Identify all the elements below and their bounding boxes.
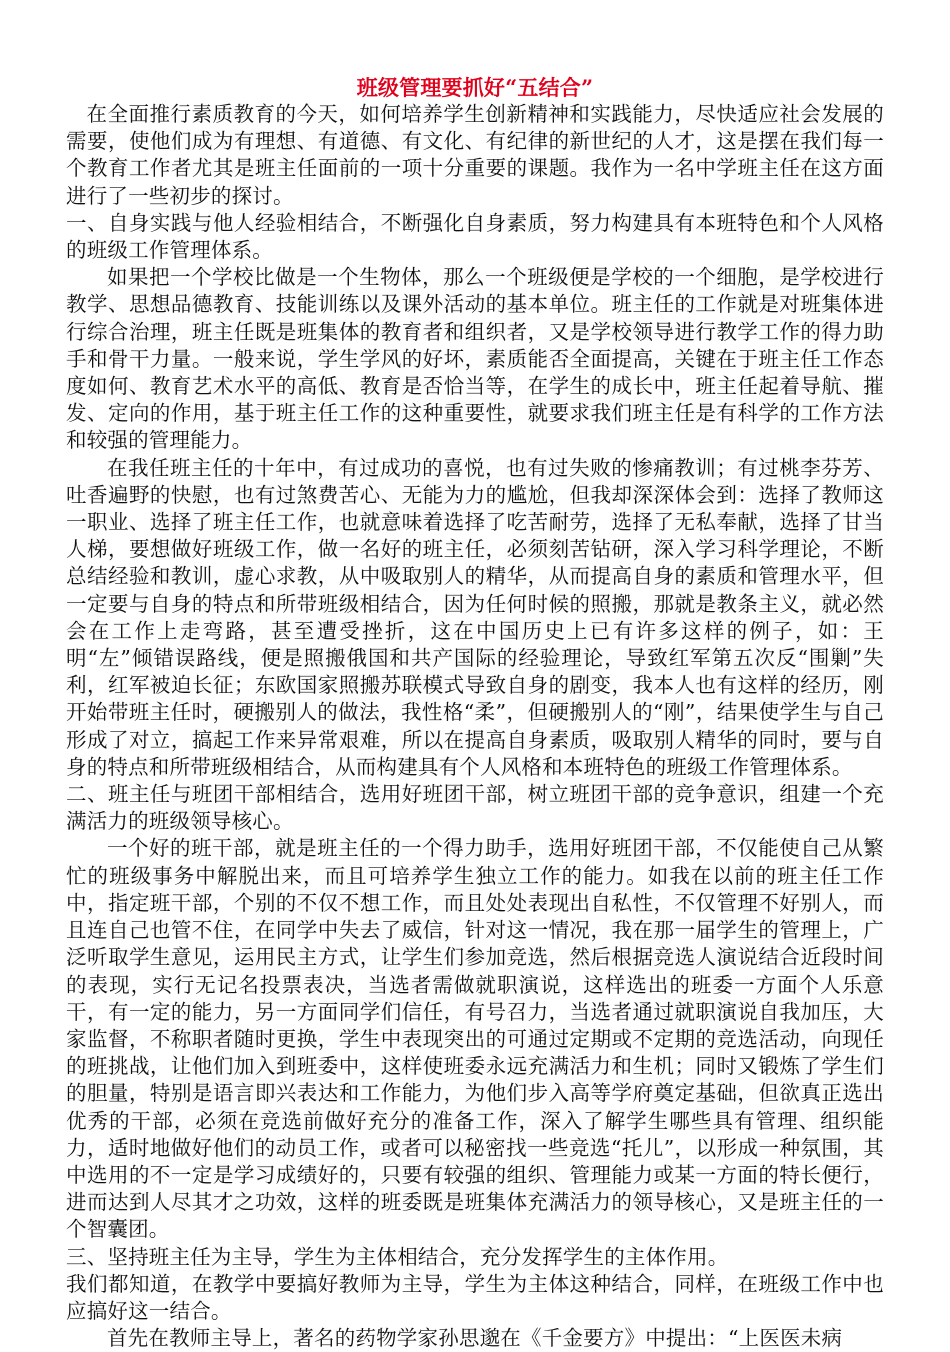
section-1-paragraph-2: 在我任班主任的十年中，有过成功的喜悦，也有过失败的惨痛教训；有过桃李芬芳、吐香遍野的快慰，也有过煞费苦心、无能为力的尴尬，但我却深深体会到：选择了教师这一职业、选择了班主任工作，也就意味着选择了吃苦耐劳，选择了无私奉献，选择了甘当人梯，要想做好班级工作，做一名好的班主任，必须刻苦钻研，深入学习科学理论，不断总结经验和教训，虚心求教，从中吸取别人的精华，从而提高自身的素质和管理水平，但一定要与自身的特点和所带班级相结合，因为任何时候的照搬，那就是教条主义，就必然会在工作上走弯路，甚至遭受挫折，这在中国历史上已有许多这样的例子，如：王明“左”倾错误路线，便是照搬俄国和共产国际的经验理论，导致红军第五次反“围剿”失利，红军被迫长征；东欧国家照搬苏联模式导致自身的剧变，我本人也有这样的经历，刚开始带班主任时，硬搬别人的做法，我性格“柔”，但硬搬别人的“刚”，结果使学生与自己形成了对立，搞起工作来异常艰难，所以在提高自身素质，吸取别人精华的同时，要与自身的特点和所带班级相结合，从而构建具有个人风格和本班特色的班级工作管理体系。 bbox=[66, 455, 884, 779]
section-3-paragraph-2: 首先在教师主导上，著名的药物学家孙思邈在《千金要方》中提出：“上医医未病 bbox=[107, 1326, 843, 1351]
document-title: 班级管理要抓好“五结合” bbox=[356, 75, 594, 100]
document-body bbox=[66, 74, 884, 1352]
section-3-paragraph-1: 我们都知道，在教学中要搞好教师为主导，学生为主体这种结合，同样，在班级工作中也应搞好这一结合。 bbox=[66, 1271, 884, 1323]
section-2-paragraph-1: 一个好的班干部，就是班主任的一个得力助手，选用好班团干部，不仅能使自己从繁忙的班级事务中解脱出来，而且可培养学生独立工作的能力。如我在以前的班主任工作中，指定班干部，个别的不仅不想工作，而且处处表现出自私性，不仅管理不好别人，而且连自己也管不住，在同学中失去了威信，针对这一情况，我在那一届学生的管理上，广泛听取学生意见，运用民主方式，让学生们参加竞选，然后根据竞选人演说结合近段时间的表现，实行无记名投票表决，当选者需做就职演说，这样选出的班委一方面个人乐意干，有一定的能力，另一方面同学们信任，有号召力，当选者通过就职演说自我加压，大家监督，不称职者随时更换，学生中表现突出的可通过定期或不定期的竞选活动，向现任的班挑战，让他们加入到班委中，这样使班委永远充满活力和生机；同时又锻炼了学生们的胆量，特别是语言即兴表达和工作能力，为他们步入高等学府奠定基础，但欲真正选出优秀的干部，必须在竞选前做好充分的准备工作，深入了解学生哪些具有管理、组织能力，适时地做好他们的动员工作，或者可以秘密找一些竞选“托儿”，以形成一种氛围，其中选用的不一定是学习成绩好的，只要有较强的组织、管理能力或某一方面的特长便行，进而达到人尽其才之功效，这样的班委既是班集体充满活力的领导核心，又是班主任的一个智囊团。 bbox=[66, 836, 884, 1242]
section-1-paragraph-1: 如果把一个学校比做是一个生物体，那么一个班级便是学校的一个细胞，是学校进行教学、思想品德教育、技能训练以及课外活动的基本单位。班主任的工作就是对班集体进行综合治理，班主任既是班集体的教育者和组织者，又是学校领导进行教学工作的得力助手和骨干力量。一般来说，学生学风的好坏，素质能否全面提高，关键在于班主任工作态度如何、教育艺术水平的高低、教育是否恰当等，在学生的成长中，班主任起着导航、摧发、定向的作用，基于班主任工作的这种重要性，就要求我们班主任是有科学的工作方法和较强的管理能力。 bbox=[66, 265, 884, 453]
section-2-heading: 二、班主任与班团干部相结合，选用好班团干部，树立班团干部的竞争意识，组建一个充满活力的班级领导核心。 bbox=[66, 782, 884, 834]
intro-paragraph: 在全面推行素质教育的今天，如何培养学生创新精神和实践能力，尽快适应社会发展的需要，使他们成为有理想、有道德、有文化、有纪律的新世纪的人才，这是摆在我们每一个教育工作者尤其是班主任面前的一项十分重要的课题。我作为一名中学班主任在这方面进行了一些初步的探讨。 bbox=[66, 102, 884, 208]
section-1-heading: 一、自身实践与他人经验相结合，不断强化自身素质，努力构建具有本班特色和个人风格的班级工作管理体系。 bbox=[66, 210, 884, 263]
section-3-heading: 三、坚持班主任为主导，学生为主体相结合，充分发挥学生的主体作用。 bbox=[66, 1244, 729, 1269]
